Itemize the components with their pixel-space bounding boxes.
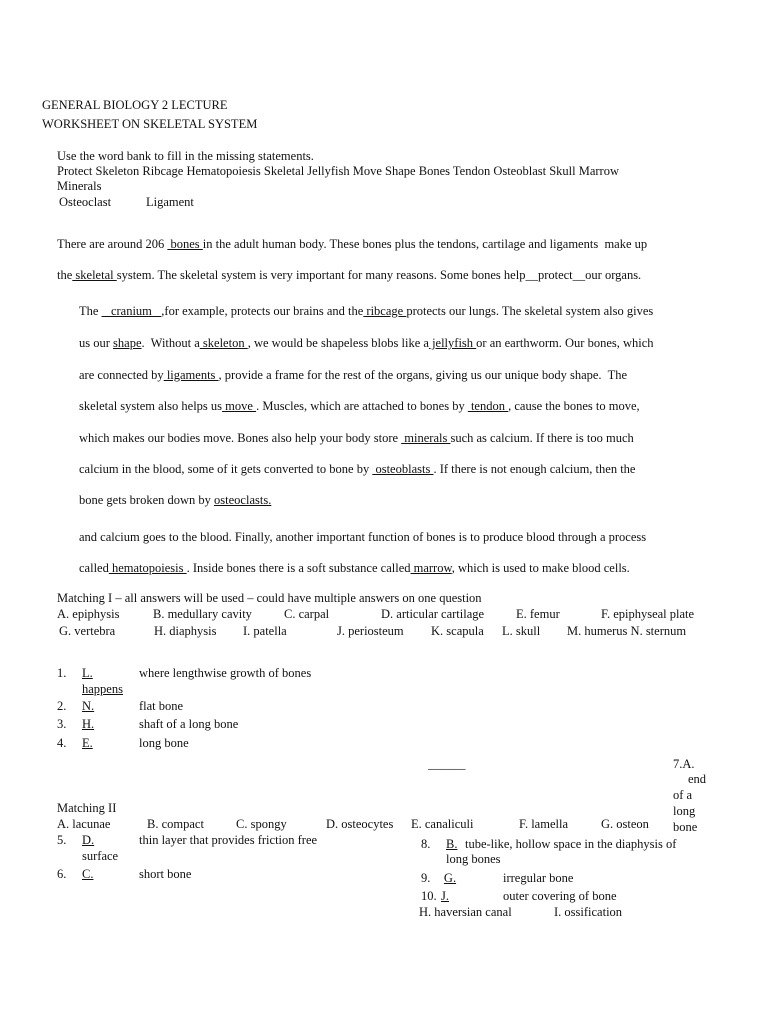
answer-bones: bones (167, 237, 203, 251)
answer-blank: E. (82, 736, 93, 750)
paragraph-line: us our shape. Without a skeleton , we would be shapeless blobs like a jellyfish or an earthworm. Our bones, which (79, 336, 654, 350)
question-text: happens (82, 682, 123, 696)
answer-shape: shape (113, 336, 142, 350)
bank-item: L. skull (502, 624, 541, 638)
answer-blank: H. (82, 717, 95, 731)
matching-1-title: Matching I – all answers will be used – could have multiple answers on one question (57, 591, 482, 605)
answer-cranium: cranium (101, 304, 162, 318)
answer-ligaments: ligaments (163, 368, 219, 382)
question-number: 10. (421, 889, 437, 903)
answer-tendon: tendon (467, 399, 509, 413)
bank-item: I. patella (243, 624, 287, 638)
paragraph-line: The cranium ,for example, protects our brains and the ribcage protects our lungs. The skeletal system also gives (79, 304, 654, 318)
answer-blank: L. (82, 666, 93, 680)
question-text: tube-like, hollow space in the diaphysis of (465, 837, 677, 851)
bank-item: E. femur (516, 607, 560, 621)
bank-item: D. osteocytes (326, 817, 394, 831)
question-text: long bone (139, 736, 189, 750)
answer-ribcage: ribcage (363, 304, 407, 318)
paragraph-line: skeletal system also helps us move . Muscles, which are attached to bones by tendon , cause the bones to move, (79, 399, 640, 413)
question-text: long (673, 804, 696, 818)
instructions-text: Use the word bank to fill in the missing statements. (57, 149, 314, 163)
question-text: thin layer that provides friction free (139, 833, 318, 847)
bank-item: A. lacunae (57, 817, 111, 831)
answer-blank: D. (82, 833, 95, 847)
bank-item: G. vertebra (59, 624, 116, 638)
bank-item: F. epiphyseal plate (601, 607, 695, 621)
question-text: flat bone (139, 699, 184, 713)
question-number: 9. (421, 871, 431, 885)
paragraph-line: are connected by ligaments , provide a frame for the rest of the organs, giving us our unique body shape. The (79, 368, 628, 382)
worksheet-title-line2: WORKSHEET ON SKELETAL SYSTEM (42, 117, 258, 131)
question-number: 5. (57, 833, 67, 847)
matching-2-title: Matching II (57, 801, 117, 815)
question-number: 6. (57, 867, 67, 881)
bank-item: E. canaliculi (411, 817, 474, 831)
question-number: 1. (57, 666, 67, 680)
question-number: 3. (57, 717, 67, 731)
answer-protect: __protect__ (525, 268, 586, 282)
word-bank-line: Minerals (57, 179, 102, 193)
answer-marrow: marrow (410, 561, 452, 575)
bank-item: K. scapula (431, 624, 484, 638)
answer-minerals: minerals (401, 431, 451, 445)
question-text: 7.A. (673, 757, 695, 771)
bank-item: F. lamella (519, 817, 568, 831)
word-bank-item: Osteoclast (59, 195, 112, 209)
paragraph-line: calcium in the blood, some of it gets converted to bone by osteoblasts . If there is not enough calcium, then the (79, 462, 636, 476)
question-text: long bones (446, 852, 501, 866)
question-text: outer covering of bone (503, 889, 617, 903)
worksheet-title-line1: GENERAL BIOLOGY 2 LECTURE (42, 98, 228, 112)
answer-skeleton: skeleton (199, 336, 248, 350)
answer-move: move (222, 399, 257, 413)
question-text: irregular bone (503, 871, 574, 885)
answer-blank: G. (443, 871, 457, 885)
question-text: shaft of a long bone (139, 717, 239, 731)
answer-osteoblasts: osteoblasts (372, 462, 434, 476)
answer-jellyfish: jellyfish (428, 336, 477, 350)
question-number: 4. (57, 736, 67, 750)
bank-item: H. diaphysis (154, 624, 217, 638)
question-number: 8. (421, 837, 431, 851)
question-text: end (688, 772, 707, 786)
answer-osteoclasts: osteoclasts. (214, 493, 272, 507)
answer-blank: J. (441, 889, 449, 903)
question-text: where lengthwise growth of bones (139, 666, 312, 680)
answer-blank: N. (82, 699, 95, 713)
bank-item: I. ossification (554, 905, 623, 919)
bank-item: C. spongy (236, 817, 287, 831)
question-text: of a (673, 788, 693, 802)
bank-item: D. articular cartilage (381, 607, 485, 621)
bank-item: A. epiphysis (57, 607, 120, 621)
question-text: short bone (139, 867, 192, 881)
question-text: surface (82, 849, 119, 863)
bank-item: C. carpal (284, 607, 330, 621)
paragraph-line: bone gets broken down by osteoclasts. (79, 493, 272, 507)
bank-item: B. compact (147, 817, 204, 831)
answer-blank: C. (82, 867, 94, 881)
bank-item: B. medullary cavity (153, 607, 252, 621)
bank-item: G. osteon (601, 817, 649, 831)
answer-hematopoiesis: hematopoiesis (108, 561, 187, 575)
paragraph-line: the skeletal system. The skeletal system is very important for many reasons. Some bones help__protect__our organs. (57, 268, 642, 282)
paragraph-line: There are around 206 bones in the adult human body. These bones plus the tendons, cartilage and ligaments make up (57, 237, 648, 251)
bank-item: J. periosteum (337, 624, 404, 638)
bank-item: M. humerus N. sternum (567, 624, 687, 638)
word-bank-line: Protect Skeleton Ribcage Hematopoiesis Skeletal Jellyfish Move Shape Bones Tendon Osteoblast Skull Marrow (57, 164, 619, 178)
answer-skeletal: skeletal (72, 268, 117, 282)
answer-blank: B. (446, 837, 458, 851)
question-number: 2. (57, 699, 67, 713)
word-bank-item: Ligament (146, 195, 194, 209)
question-text: bone (673, 820, 698, 834)
paragraph-line: called hematopoiesis . Inside bones there is a soft substance called marrow, which is used to make blood cells. (79, 561, 630, 575)
answer-blank: ______ (428, 757, 466, 771)
paragraph-line: and calcium goes to the blood. Finally, another important function of bones is to produce blood through a process (79, 530, 647, 544)
bank-item: H. haversian canal (419, 905, 512, 919)
paragraph-line: which makes our bodies move. Bones also help your body store minerals such as calcium. If there is too much (79, 431, 634, 445)
